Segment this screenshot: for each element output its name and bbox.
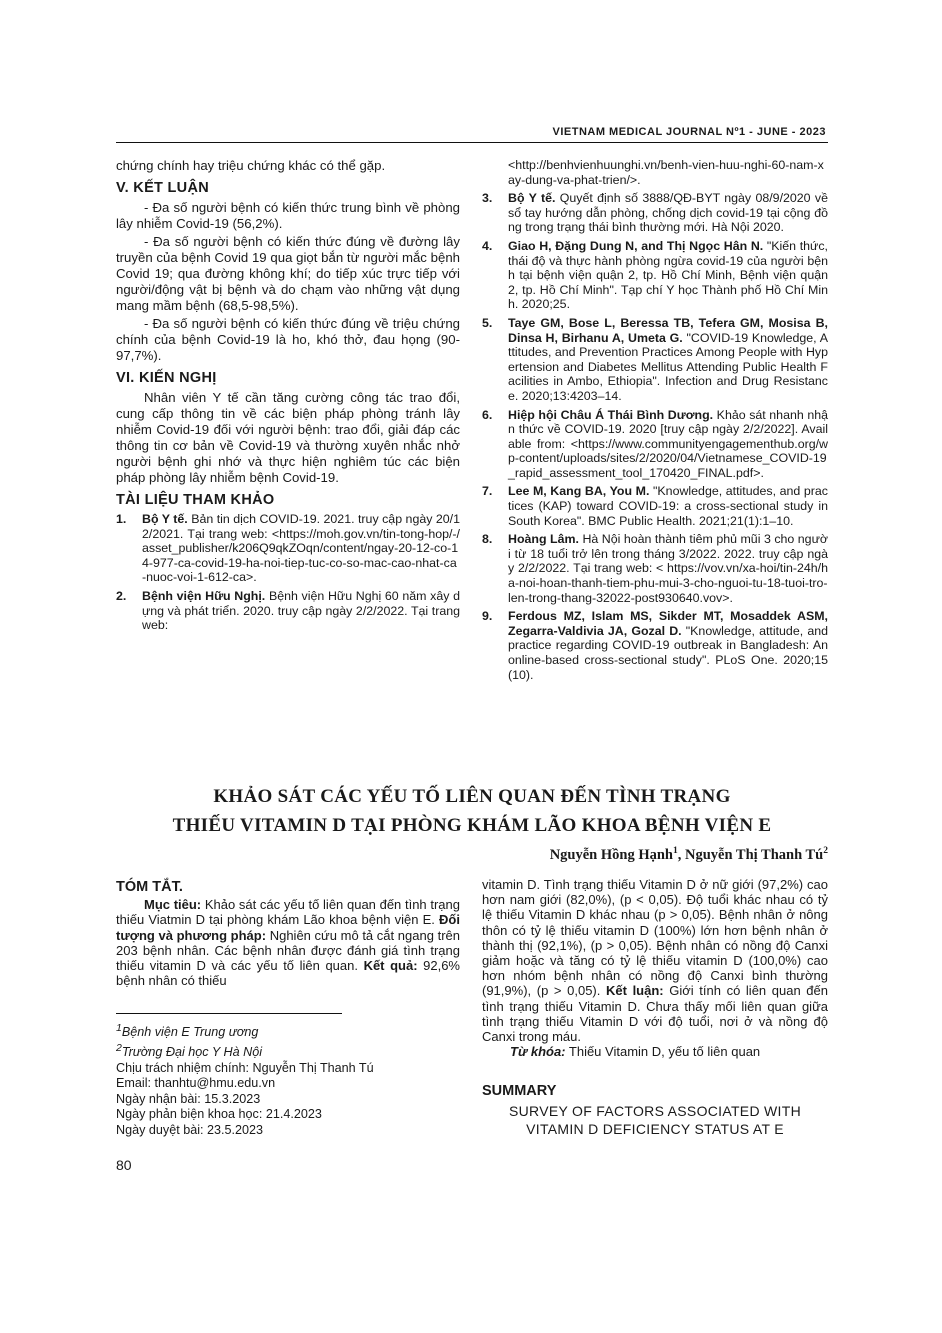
- page-number: 80: [116, 1157, 132, 1173]
- abstract-heading: TÓM TẮT.: [116, 879, 183, 895]
- keywords-text: Thiếu Vitamin D, yếu tố liên quan: [565, 1044, 761, 1060]
- reference-text: "COVID-19 Knowledge, Attitudes, and Prevention Practices Among People with Hypertension and Diabetes Mellitus Attending Public Health Facilities in Ambo, Ethiopia". Infection and Drug Resistance. 2020;13:4203–14.: [508, 330, 828, 403]
- reference-item: [482, 316, 828, 404]
- reference-number: 9.: [482, 609, 493, 624]
- reference-item: [482, 532, 828, 605]
- results-label: Kết quả:: [363, 958, 418, 974]
- reference-author: Ferdous MZ, Islam MS, Sikder MT, Mosaddek ASM, Zegarra-Valdivia JA, Gozal D.: [508, 609, 828, 638]
- reference-text: <http://benhvienhuunghi.vn/benh-vien-huu-nghi-60-nam-xay-dung-va-phat-trien/>.: [508, 158, 824, 187]
- conclusion-point: - Đa số người bệnh có kiến thức trung bình về phòng lây nhiễm Covid-19 (56,2%).: [116, 200, 460, 231]
- results-text: 92,6% bệnh nhân có thiếu: [116, 958, 460, 989]
- author-separator: ,: [677, 846, 685, 863]
- reference-text: "Knowledge, attitude, and practice regarding COVID-19 outbreak in Bangladesh: An online-based cross-sectional study". PLoS One. 2020;15(10).: [508, 623, 828, 682]
- reference-number: 1.: [116, 512, 127, 526]
- abstract-right: [482, 877, 828, 1061]
- reference-number: 8.: [482, 532, 493, 547]
- conclusion-point: - Đa số người bệnh có kiến thức đúng về đường lây truyền của bệnh Covid 19 qua giọt bắn từ người mắc bệnh Covid 19; qua đường không khí; do tiếp xúc trực tiếp với người/động vật bị bệnh và do chạm vào những vật dụng mang mầm bệnh (68,5-98,5%).: [116, 234, 460, 313]
- conclusion-point: - Đa số người bệnh có kiến thức đúng về triệu chứng chính của bệnh Covid-19 là ho, khó thở, đau họng (90-97,7%).: [116, 316, 460, 363]
- reference-author: Lee M, Kang BA, You M.: [508, 484, 650, 499]
- reference-number: 5.: [482, 315, 493, 330]
- reference-item: [482, 408, 828, 481]
- article-authors: [430, 846, 828, 864]
- conclusion-text: Giới tính có liên quan đến tình trạng thiếu Vitamin D. Chưa thấy mối liên quan giữa tình trạng thiếu Vitamin D với độ tuổi, nơi ở và nồng độ Canxi trong máu.: [482, 983, 828, 1045]
- conclusion-heading: V. KẾT LUẬN: [116, 180, 209, 196]
- footnote-rule: [116, 1013, 342, 1014]
- affiliation-mark: 1: [116, 1022, 122, 1034]
- methods-text: Nghiên cứu mô tả cắt ngang trên 203 bệnh nhân. Các bệnh nhân được đánh giá tình trạng thiếu vitamin D và các yếu tố liên quan.: [116, 927, 460, 974]
- date-reviewed: Ngày phản biện khoa học: 21.4.2023: [116, 1107, 322, 1122]
- reference-number: 6.: [482, 407, 493, 422]
- reference-list: [116, 512, 460, 633]
- affiliation-name: Bệnh viện E Trung ương: [121, 1025, 259, 1040]
- reference-item: [482, 484, 828, 528]
- reference-text: Bệnh viện Hữu Nghị 60 năm xây dựng và phát triển. 2020. truy cập ngày 2/2/2022. Tại trang web:: [142, 588, 461, 633]
- summary-heading: SUMMARY: [482, 1083, 557, 1099]
- recommendation-heading: VI. KIẾN NGHỊ: [116, 370, 217, 386]
- results-text: vitamin D. Tình trạng thiếu Vitamin D ở nữ giới (97,2%) cao hơn nam giới (82,0%), (p < 0,05). Độ tuổi khác nhau có tỷ lệ thiếu Vitamin D khác nhau (p > 0,05). Bệnh nhân ở nông thôn có tỷ lệ thiếu vitamin D (100%) lớn hơn bệnh nhân ở thành thị (92,1%), (p > 0,05). Bệnh nhân có nồng độ Canxi giảm hoặc và tăng có tỷ lệ thiếu vitamin D (100,0%) cao hơn nhóm bệnh nhân có nồng độ Canxi bình thường (91,9%), (p > 0,05).: [482, 877, 828, 999]
- date-received: Ngày nhận bài: 15.3.2023: [116, 1091, 261, 1106]
- summary-title-line-1: SURVEY OF FACTORS ASSOCIATED WITH: [508, 1103, 802, 1119]
- reference-text: Bản tin dịch COVID-19. 2021. truy cập ngày 20/12/2021. Tại trang web: <https://moh.gov.vn/tin-tong-hop/-/asset_publisher/k206Q9qkZOqn/content/ngay-20-12-co-14-977-ca-covid-19-ha-noi-tiep-tuc-co-so-mac-cao-nhat-ca-nuoc-voi-1-612-ca>.: [142, 512, 461, 585]
- objective-text: Khảo sát các yếu tố liên quan đến tình trạng thiếu Viatmin D tại phòng khám Lão khoa bệnh viện E.: [116, 897, 460, 928]
- continued-paragraph: chứng chính hay triệu chứng khác có thể gặp.: [116, 158, 386, 173]
- reference-text: "Kiến thức, thái độ và thực hành phòng ngừa covid-19 của người bệnh tại bệnh viện quận 2, tp. Hồ Chí Minh, Bệnh viện quận 2, tp. Hồ Chí Minh". Tạp chí Y học Thành phố Hồ Chí Minh. 2020;25.: [508, 238, 828, 312]
- objective-label: Mục tiêu:: [144, 897, 202, 913]
- header-rule: [116, 142, 828, 143]
- reference-item: [116, 512, 460, 585]
- abstract-text: [116, 897, 460, 988]
- keywords-label: Từ khóa:: [510, 1044, 566, 1060]
- affiliation: [116, 1041, 460, 1061]
- reference-item: [482, 191, 828, 235]
- abstract-left: [116, 880, 460, 990]
- reference-number: 2.: [116, 588, 127, 603]
- footnotes: [116, 1021, 460, 1139]
- reference-item: [116, 589, 460, 633]
- author-affiliation-mark: 2: [823, 846, 828, 856]
- left-column: [116, 158, 460, 637]
- reference-author: Taye GM, Bose L, Beressa TB, Tefera GM, Mosisa B, Dinsa H, Birhanu A, Umeta G.: [508, 315, 828, 345]
- reference-list: [482, 191, 828, 682]
- keywords: [482, 1044, 828, 1059]
- conclusion-label: Kết luận:: [606, 983, 664, 999]
- reference-author: Bộ Y tế.: [508, 191, 556, 206]
- reference-author: Hoàng Lâm.: [508, 532, 579, 547]
- reference-continuation: [482, 158, 828, 187]
- corresponding-email: Email: thanhtu@hmu.edu.vn: [116, 1076, 276, 1091]
- reference-author: Bộ Y tế.: [142, 512, 188, 526]
- affiliation-mark: 2: [116, 1041, 122, 1054]
- article-title-line-1: KHẢO SÁT CÁC YẾU TỐ LIÊN QUAN ĐẾN TÌNH TRẠNG: [213, 786, 731, 807]
- right-column: [482, 158, 828, 686]
- reference-author: Giao H, Đặng Dung N, and Thị Ngọc Hân N.: [508, 238, 764, 253]
- abstract-text: [482, 877, 828, 1044]
- reference-item: [482, 609, 828, 682]
- reference-text: Quyết định số 3888/QĐ-BYT ngày 08/9/2020 về sổ tay hướng dẫn phòng, chống dịch covid-19 tại cộng đồng trong trạng thái bình thường mới. Hà Nội 2020.: [508, 191, 828, 235]
- reference-text: Hà Nội hoàn thành tiêm phủ mũi 3 cho người từ 18 tuổi trở lên trong tháng 3/2022. 2022. truy cập ngày 2/2/2022. Tại trang web: < https://vov.vn/xa-hoi/tin-24h/ha-noi-hoan-thanh-tiem-phu-mui-3-cho-nguoi-tu-18-tuoi-tro-len-trong-thang-32022-post930640.vov>.: [508, 532, 828, 605]
- affiliation-name: Trường Đại học Y Hà Nội: [121, 1044, 263, 1059]
- date-approved: Ngày duyệt bài: 23.5.2023: [116, 1122, 264, 1137]
- affiliation: [116, 1021, 460, 1041]
- reference-number: 7.: [482, 484, 493, 499]
- author-name: Nguyễn Thị Thanh Tú: [685, 846, 824, 863]
- reference-author: Bệnh viện Hữu Nghị.: [142, 588, 266, 603]
- article-title-line-2: THIẾU VITAMIN D TẠI PHÒNG KHÁM LÃO KHOA BỆNH VIỆN E: [172, 815, 772, 836]
- reference-item: [482, 239, 828, 312]
- reference-text: "Knowledge, attitudes, and practices (KAP) toward COVID-19: a cross-sectional study in South Korea". BMC Public Health. 2021;21(1):1–10.: [508, 484, 829, 528]
- reference-text: Khảo sát nhanh nhận thức về COVID-19. 2020 [truy cập ngày 2/2/2022]. Available from: <https://www.communityengagementhub.org/wp-content/uploads/sites/2/2020/04/Vietnamese_COVID-19_rapid_assessment_tool_170420_FINAL.pdf>.: [508, 407, 828, 480]
- methods-label: Đối tượng và phương pháp:: [116, 912, 460, 943]
- references-heading: TÀI LIỆU THAM KHẢO: [116, 492, 275, 508]
- reference-author: Hiệp hội Châu Á Thái Bình Dương.: [508, 407, 714, 422]
- recommendation-text: Nhân viên Y tế cần tăng cường công tác trao đổi, cung cấp thông tin về các biện pháp phòng tránh lây nhiễm Covid-19 đối với người bệnh: trao đổi, giải đáp các thông tin cơ bản về Covid-19 và thường xuyên nhắc nhở người bệnh ghi nhớ và thực hiện nghiêm túc các biện pháp phòng lây nhiễm bệnh Covid-19.: [116, 390, 460, 485]
- journal-header: VIETNAM MEDICAL JOURNAL Nº1 - JUNE - 2023: [552, 126, 826, 138]
- author-name: Nguyễn Hồng Hạnh: [549, 846, 673, 863]
- summary-title-line-2: VITAMIN D DEFICIENCY STATUS AT E: [526, 1121, 784, 1137]
- reference-number: 3.: [482, 191, 493, 206]
- corresponding-author: Chịu trách nhiệm chính: Nguyễn Thị Thanh Tú: [116, 1060, 374, 1075]
- author-affiliation-mark: 1: [673, 846, 678, 856]
- reference-number: 4.: [482, 238, 493, 253]
